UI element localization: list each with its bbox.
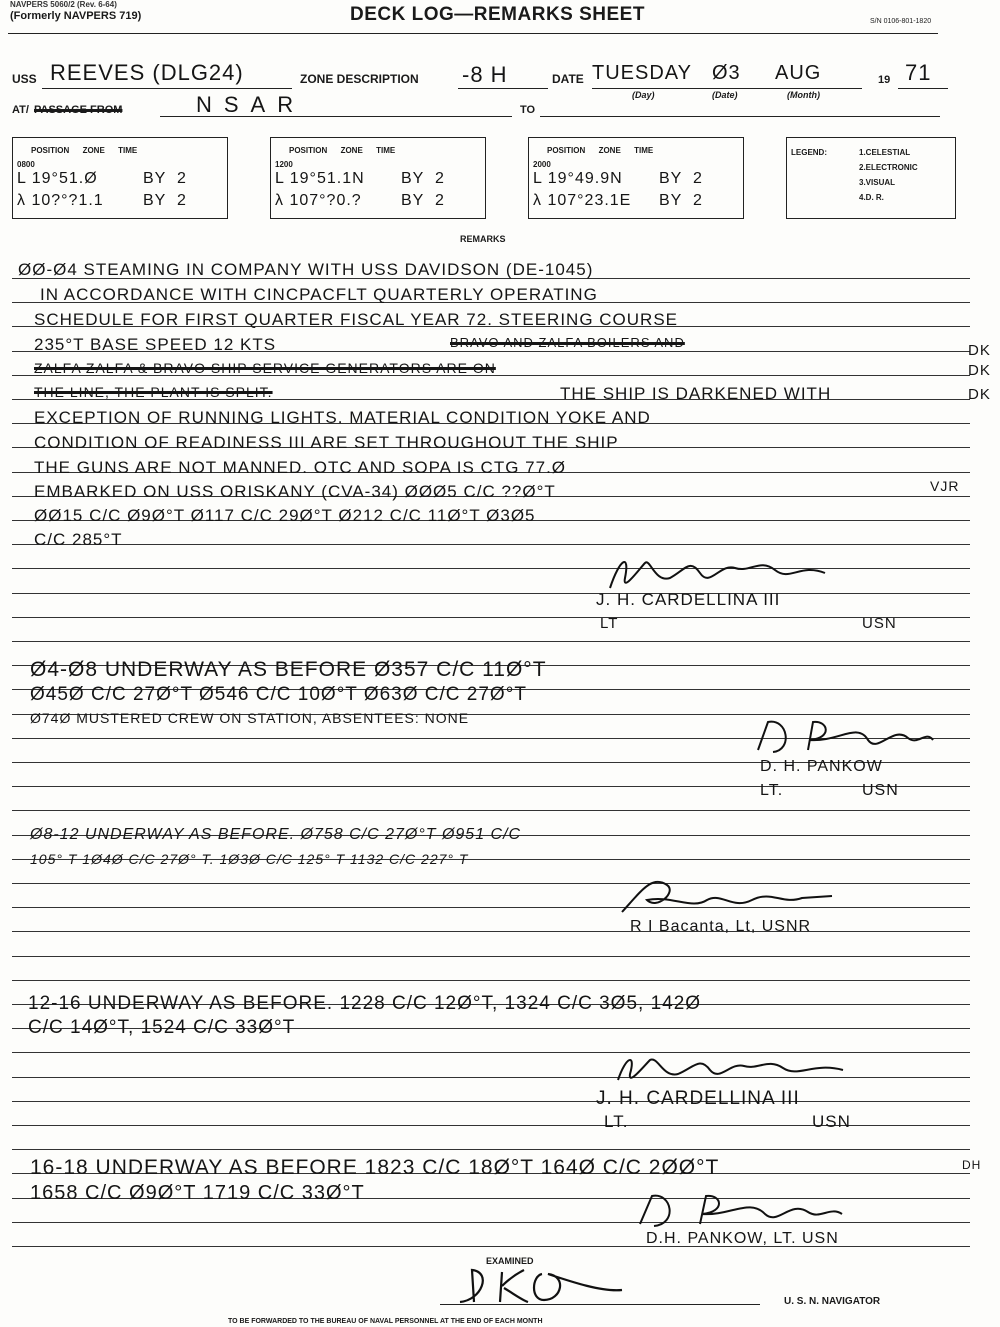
date-label: DATE (552, 72, 584, 86)
signature-bacanta (612, 870, 842, 920)
year-underline (898, 88, 948, 89)
signature-name: J. H. CARDELLINA III (596, 1088, 800, 1109)
longitude-zone: BY 2 (143, 192, 187, 209)
watch3-line: 105° T 1Ø4Ø C/C 27Ø° T. 1Ø3Ø C/C 125° T 1132 C/C 227° T (30, 851, 469, 867)
margin-initials: DH (962, 1158, 982, 1172)
latitude-zone: BY 2 (143, 170, 187, 187)
date-caption: (Date) (712, 90, 738, 100)
position-time: 1200 (275, 160, 293, 169)
navigator-label: U. S. N. NAVIGATOR (784, 1296, 881, 1307)
watch1-line: ØØ-Ø4 STEAMING IN COMPANY WITH USS DAVIDSON (DE-1045) (18, 260, 594, 279)
watch1-line: THE GUNS ARE NOT MANNED. OTC AND SOPA IS CTG 77.Ø (34, 458, 567, 477)
watch4-line: 12-16 UNDERWAY AS BEFORE. 1228 C/C 12Ø°T, 1324 C/C 3Ø5, 142Ø (28, 993, 702, 1014)
watch2-line: Ø4-Ø8 UNDERWAY AS BEFORE Ø357 C/C 11Ø°T (30, 658, 547, 681)
ruled-line (12, 544, 970, 545)
examined-label: EXAMINED (486, 1256, 534, 1266)
zone-underline (458, 88, 548, 89)
examined-underline (440, 1304, 760, 1305)
latitude: L 19°49.9N (533, 170, 623, 187)
ruled-line (12, 810, 970, 811)
position-time: 2000 (533, 160, 551, 169)
longitude-zone: BY 2 (659, 192, 703, 209)
watch2-line: Ø45Ø C/C 27Ø°T Ø546 C/C 10Ø°T Ø63Ø C/C 27Ø°T (30, 684, 527, 705)
latitude-zone: BY 2 (401, 170, 445, 187)
at-strike: PASSAGE FROM (34, 104, 123, 116)
legend-item: 4.D. R. (859, 193, 884, 202)
to-underline (540, 116, 940, 117)
day-caption: (Day) (632, 90, 655, 100)
to-label: TO (520, 104, 536, 116)
margin-initials: VJR (930, 478, 960, 494)
form-number: NAVPERS 5060/2 (Rev. 6-64) (10, 0, 117, 9)
signature-service: USN (862, 615, 897, 632)
ruled-line (12, 1101, 970, 1102)
margin-initials: DK (968, 362, 991, 379)
position-header: POSITION ZONE TIME (31, 146, 138, 155)
watch1-line: EXCEPTION OF RUNNING LIGHTS. MATERIAL CONDITION YOKE AND (34, 408, 651, 427)
signature-name: R I Bacanta, Lt, USNR (630, 918, 812, 935)
watch1-line: C/C 285°T (34, 530, 123, 549)
legend-item: 2.ELECTRONIC (859, 163, 918, 172)
legend-item: 1.CELESTIAL (859, 148, 911, 157)
signature-pankow-2 (630, 1190, 850, 1230)
signature-service: USN (812, 1112, 851, 1131)
date-value: Ø3 (712, 62, 741, 84)
at-label: AT/ (12, 104, 29, 116)
watch1-struck-text: BRAVO AND ZALFA BOILERS AND (450, 335, 685, 350)
zone-label: ZONE DESCRIPTION (300, 72, 419, 86)
longitude: λ 10?°?1.1 (17, 192, 104, 209)
watch1-line: 235°T BASE SPEED 12 KTS (34, 335, 277, 354)
margin-initials: DK (968, 342, 991, 359)
watch1-line: CONDITION OF READINESS III ARE SET THROUGHOUT THE SHIP (34, 433, 619, 452)
longitude-zone: BY 2 (401, 192, 445, 209)
signature-cardellina-2 (608, 1048, 858, 1088)
margin-initials: DK (968, 386, 991, 403)
form-former-number: (Formerly NAVPERS 719) (10, 10, 142, 22)
signature-name: D. H. PANKOW (760, 758, 883, 775)
watch4-line: C/C 14Ø°T, 1524 C/C 33Ø°T (28, 1017, 296, 1038)
legend-title: LEGEND: (791, 148, 827, 157)
signature-navigator (452, 1262, 632, 1308)
ruled-line (12, 980, 970, 981)
ruled-line (12, 617, 970, 618)
ruled-line (12, 641, 970, 642)
forwarding-note: TO BE FORWARDED TO THE BUREAU OF NAVAL PERSONNEL AT THE END OF EACH MONTH (228, 1318, 543, 1325)
year-prefix: 19 (878, 74, 891, 86)
zone-value: -8 H (462, 62, 508, 87)
longitude: λ 107°?0.? (275, 192, 362, 209)
ruled-line (12, 931, 970, 932)
ruled-line (12, 1149, 970, 1150)
watch1-line: ØØ15 C/C Ø9Ø°T Ø117 C/C 29Ø°T Ø212 C/C 11Ø°T Ø3Ø5 (34, 506, 536, 525)
at-value: NSAR (196, 92, 306, 117)
signature-name: J. H. CARDELLINA III (596, 590, 781, 609)
latitude: L 19°51.Ø (17, 170, 98, 187)
stock-number: S/N 0106-801-1820 (870, 18, 932, 25)
date-underline (592, 88, 862, 89)
signature-name: D.H. PANKOW, LT. USN (646, 1230, 839, 1247)
legend-box (786, 137, 956, 219)
signature-rank: LT. (760, 782, 784, 799)
latitude: L 19°51.1N (275, 170, 365, 187)
position-box-2000 (528, 137, 744, 219)
watch1-line: THE SHIP IS DARKENED WITH (560, 384, 832, 403)
ruled-line (12, 956, 970, 957)
watch5-line: 16-18 UNDERWAY AS BEFORE 1823 C/C 18Ø°T 164Ø C/C 2ØØ°T (30, 1156, 720, 1179)
day-value: TUESDAY (592, 62, 692, 84)
page-title: DECK LOG—REMARKS SHEET (350, 4, 645, 25)
latitude-zone: BY 2 (659, 170, 703, 187)
signature-pankow-1 (748, 710, 938, 760)
header-rule (8, 33, 938, 34)
signature-service: USN (862, 782, 899, 799)
watch1-line: EMBARKED ON USS ORISKANY (CVA-34) ØØØ5 C/C ??Ø°T (34, 482, 556, 501)
at-underline (160, 116, 512, 117)
watch1-line: IN ACCORDANCE WITH CINCPACFLT QUARTERLY OPERATING (40, 285, 598, 304)
position-header: POSITION ZONE TIME (289, 146, 396, 155)
year-value: 71 (905, 60, 932, 85)
uss-underline (42, 88, 292, 89)
remarks-heading: REMARKS (460, 234, 506, 244)
position-time: 0800 (17, 160, 35, 169)
month-value: AUG (775, 62, 822, 84)
ruled-line (12, 786, 970, 787)
watch1-line: SCHEDULE FOR FIRST QUARTER FISCAL YEAR 72. STEERING COURSE (34, 310, 678, 329)
legend-item: 3.VISUAL (859, 178, 896, 187)
position-box-1200 (270, 137, 486, 219)
position-box-0800 (12, 137, 228, 219)
signature-rank: LT. (604, 1112, 629, 1131)
watch1-struck-text: THE LINE, THE PLANT IS SPLIT. (34, 384, 273, 400)
signature-rank: LT (600, 615, 619, 632)
watch3-line: Ø8-12 UNDERWAY AS BEFORE. Ø758 C/C 27Ø°T Ø951 C/C (30, 826, 522, 843)
watch1-struck-text: ZALFA ZALFA & BRAVO SHIP SERVICE GENERATORS ARE ON (34, 360, 496, 376)
position-header: POSITION ZONE TIME (547, 146, 654, 155)
uss-label: USS (12, 72, 37, 86)
longitude: λ 107°23.1E (533, 192, 632, 209)
month-caption: (Month) (787, 90, 820, 100)
uss-value: REEVES (DLG24) (50, 60, 244, 85)
watch2-line: Ø74Ø MUSTERED CREW ON STATION, ABSENTEES: NONE (30, 710, 470, 726)
watch5-line: 1658 C/C Ø9Ø°T 1719 C/C 33Ø°T (30, 1182, 365, 1204)
